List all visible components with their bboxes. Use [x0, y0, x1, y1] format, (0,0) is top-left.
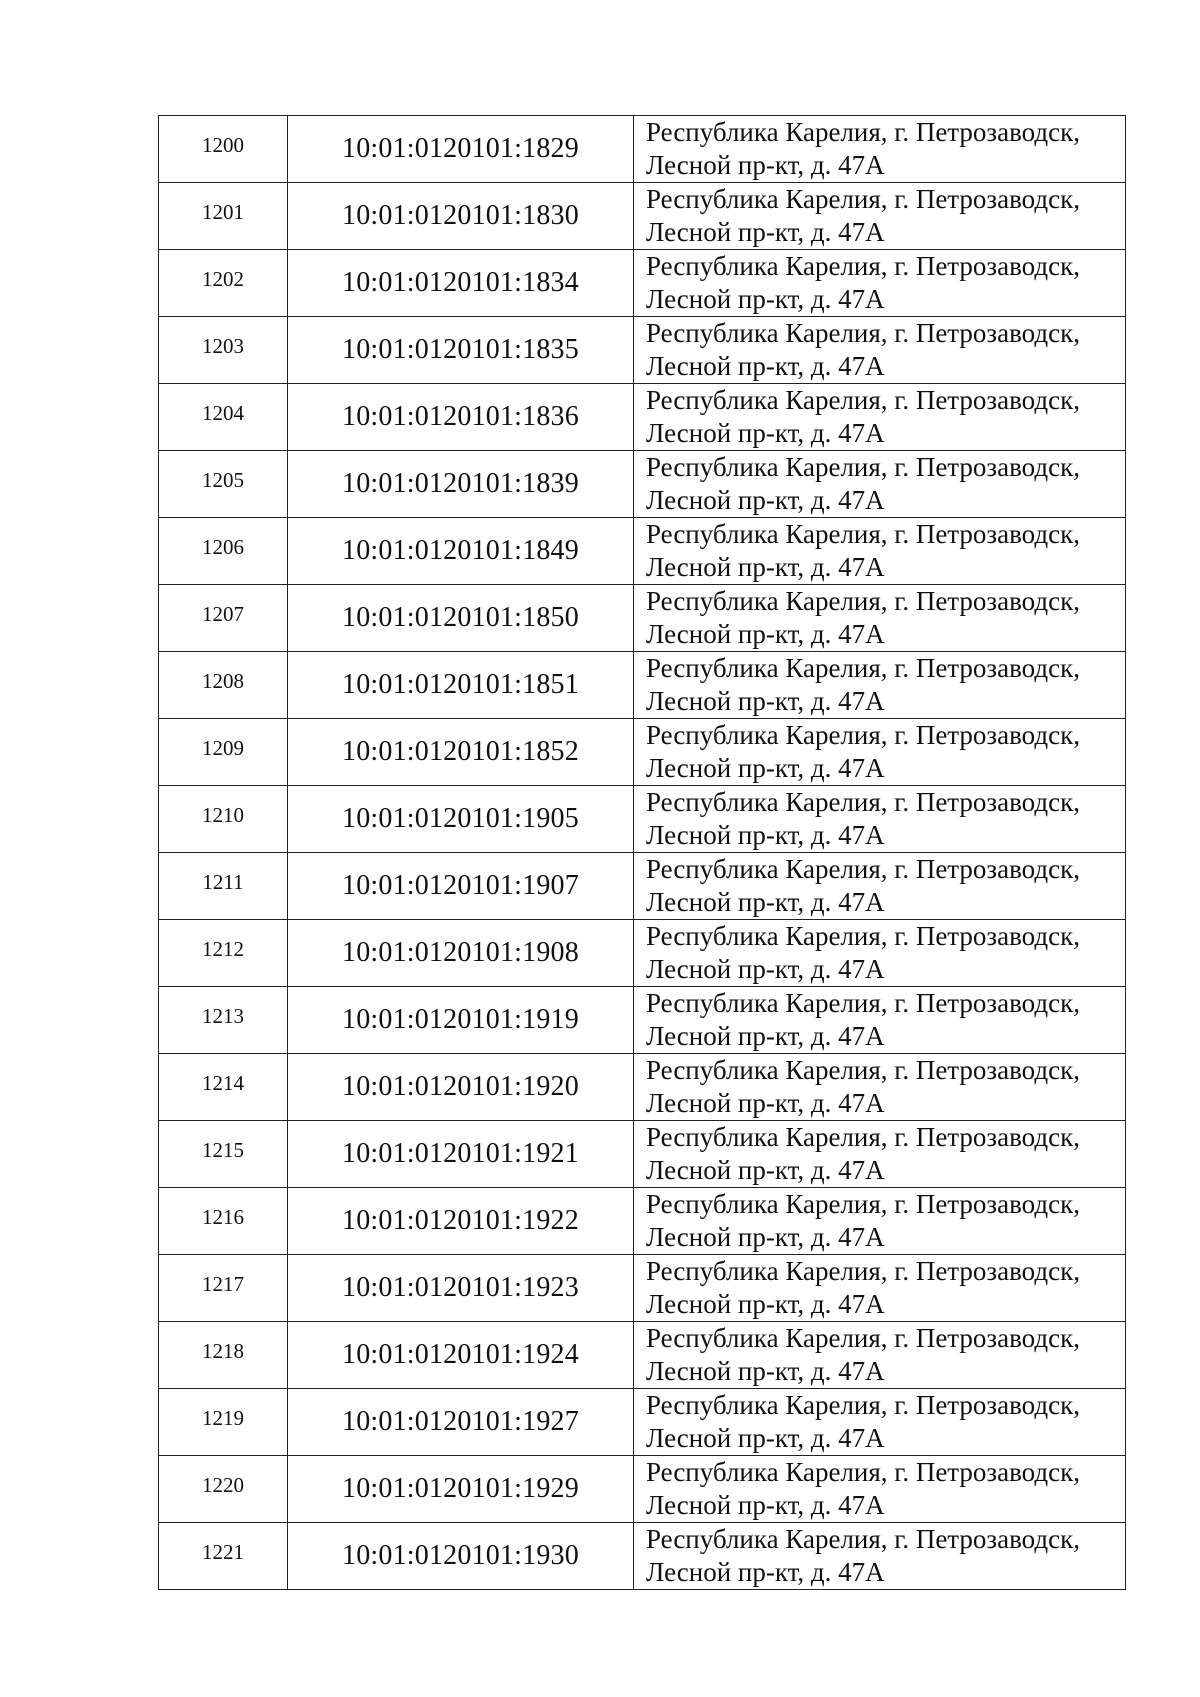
table-row	[159, 518, 1126, 585]
row-number: 1204	[159, 384, 288, 451]
row-number: 1219	[159, 1389, 288, 1456]
cadastral-number: 10:01:0120101:1929	[288, 1456, 634, 1523]
address-cell	[634, 987, 1126, 1054]
cadastral-number: 10:01:0120101:1834	[288, 250, 634, 317]
address-cell	[634, 183, 1126, 250]
table-row	[159, 1054, 1126, 1121]
address-cell	[634, 1255, 1126, 1322]
table-row	[159, 1322, 1126, 1389]
cadastral-number: 10:01:0120101:1849	[288, 518, 634, 585]
row-number: 1217	[159, 1255, 288, 1322]
table-row	[159, 384, 1126, 451]
address-line-2: Лесной пр-кт, д. 47А	[646, 887, 885, 917]
address-line-2: Лесной пр-кт, д. 47А	[646, 1222, 885, 1252]
address-cell	[634, 317, 1126, 384]
table-row	[159, 1523, 1126, 1590]
cadastral-number: 10:01:0120101:1829	[288, 116, 634, 183]
row-number: 1214	[159, 1054, 288, 1121]
address-line-2: Лесной пр-кт, д. 47А	[646, 485, 885, 515]
row-number: 1206	[159, 518, 288, 585]
cadastral-number: 10:01:0120101:1930	[288, 1523, 634, 1590]
address-line-1: Республика Карелия, г. Петрозаводск,	[646, 184, 1080, 214]
address-cell	[634, 1054, 1126, 1121]
address-line-2: Лесной пр-кт, д. 47А	[646, 150, 885, 180]
address-line-1: Республика Карелия, г. Петрозаводск,	[646, 1055, 1080, 1085]
address-line-2: Лесной пр-кт, д. 47А	[646, 1423, 885, 1453]
table-row	[159, 250, 1126, 317]
cadastral-number: 10:01:0120101:1921	[288, 1121, 634, 1188]
table-row	[159, 1389, 1126, 1456]
table-row	[159, 786, 1126, 853]
address-line-2: Лесной пр-кт, д. 47А	[646, 820, 885, 850]
address-line-2: Лесной пр-кт, д. 47А	[646, 1088, 885, 1118]
row-number: 1201	[159, 183, 288, 250]
row-number: 1215	[159, 1121, 288, 1188]
cadastral-number: 10:01:0120101:1850	[288, 585, 634, 652]
table-row	[159, 1456, 1126, 1523]
cadastral-number: 10:01:0120101:1851	[288, 652, 634, 719]
table-row	[159, 317, 1126, 384]
address-line-2: Лесной пр-кт, д. 47А	[646, 418, 885, 448]
cadastral-number: 10:01:0120101:1852	[288, 719, 634, 786]
table-row	[159, 183, 1126, 250]
address-cell	[634, 1121, 1126, 1188]
address-cell	[634, 250, 1126, 317]
address-cell	[634, 1188, 1126, 1255]
address-cell	[634, 1322, 1126, 1389]
address-cell	[634, 1523, 1126, 1590]
address-line-1: Республика Карелия, г. Петрозаводск,	[646, 519, 1080, 549]
address-line-2: Лесной пр-кт, д. 47А	[646, 1155, 885, 1185]
row-number: 1200	[159, 116, 288, 183]
registry-table-body	[159, 116, 1126, 1590]
row-number: 1218	[159, 1322, 288, 1389]
address-line-2: Лесной пр-кт, д. 47А	[646, 753, 885, 783]
row-number: 1216	[159, 1188, 288, 1255]
row-number: 1202	[159, 250, 288, 317]
cadastral-number: 10:01:0120101:1908	[288, 920, 634, 987]
cadastral-number: 10:01:0120101:1907	[288, 853, 634, 920]
row-number: 1221	[159, 1523, 288, 1590]
address-line-1: Республика Карелия, г. Петрозаводск,	[646, 1390, 1080, 1420]
table-row	[159, 451, 1126, 518]
address-line-1: Республика Карелия, г. Петрозаводск,	[646, 653, 1080, 683]
address-cell	[634, 652, 1126, 719]
address-cell	[634, 1389, 1126, 1456]
address-line-2: Лесной пр-кт, д. 47А	[646, 1021, 885, 1051]
cadastral-number: 10:01:0120101:1905	[288, 786, 634, 853]
address-line-1: Республика Карелия, г. Петрозаводск,	[646, 988, 1080, 1018]
address-line-1: Республика Карелия, г. Петрозаводск,	[646, 1323, 1080, 1353]
table-row	[159, 1255, 1126, 1322]
address-line-2: Лесной пр-кт, д. 47А	[646, 1289, 885, 1319]
table-row	[159, 920, 1126, 987]
table-row	[159, 585, 1126, 652]
address-line-1: Республика Карелия, г. Петрозаводск,	[646, 586, 1080, 616]
address-line-1: Республика Карелия, г. Петрозаводск,	[646, 1122, 1080, 1152]
address-line-2: Лесной пр-кт, д. 47А	[646, 1557, 885, 1587]
address-line-1: Республика Карелия, г. Петрозаводск,	[646, 117, 1080, 147]
cadastral-number: 10:01:0120101:1839	[288, 451, 634, 518]
row-number: 1220	[159, 1456, 288, 1523]
address-line-2: Лесной пр-кт, д. 47А	[646, 1490, 885, 1520]
address-line-2: Лесной пр-кт, д. 47А	[646, 619, 885, 649]
address-cell	[634, 719, 1126, 786]
row-number: 1205	[159, 451, 288, 518]
address-line-2: Лесной пр-кт, д. 47А	[646, 1356, 885, 1386]
address-line-1: Республика Карелия, г. Петрозаводск,	[646, 921, 1080, 951]
cadastral-number: 10:01:0120101:1924	[288, 1322, 634, 1389]
address-cell	[634, 853, 1126, 920]
address-cell	[634, 920, 1126, 987]
row-number: 1207	[159, 585, 288, 652]
address-line-1: Республика Карелия, г. Петрозаводск,	[646, 1189, 1080, 1219]
address-line-1: Республика Карелия, г. Петрозаводск,	[646, 1524, 1080, 1554]
address-cell	[634, 1456, 1126, 1523]
address-line-1: Республика Карелия, г. Петрозаводск,	[646, 854, 1080, 884]
address-line-2: Лесной пр-кт, д. 47А	[646, 217, 885, 247]
cadastral-number: 10:01:0120101:1920	[288, 1054, 634, 1121]
address-line-1: Республика Карелия, г. Петрозаводск,	[646, 1256, 1080, 1286]
address-cell	[634, 786, 1126, 853]
address-line-2: Лесной пр-кт, д. 47А	[646, 351, 885, 381]
cadastral-number: 10:01:0120101:1919	[288, 987, 634, 1054]
address-line-1: Республика Карелия, г. Петрозаводск,	[646, 251, 1080, 281]
address-cell	[634, 116, 1126, 183]
row-number: 1213	[159, 987, 288, 1054]
address-cell	[634, 451, 1126, 518]
table-row	[159, 1188, 1126, 1255]
cadastral-registry-table	[158, 115, 1126, 1590]
cadastral-number: 10:01:0120101:1922	[288, 1188, 634, 1255]
address-line-1: Республика Карелия, г. Петрозаводск,	[646, 385, 1080, 415]
row-number: 1212	[159, 920, 288, 987]
cadastral-number: 10:01:0120101:1835	[288, 317, 634, 384]
address-cell	[634, 585, 1126, 652]
address-cell	[634, 518, 1126, 585]
cadastral-number: 10:01:0120101:1923	[288, 1255, 634, 1322]
cadastral-number: 10:01:0120101:1830	[288, 183, 634, 250]
address-cell	[634, 384, 1126, 451]
table-row	[159, 719, 1126, 786]
address-line-1: Республика Карелия, г. Петрозаводск,	[646, 787, 1080, 817]
address-line-1: Республика Карелия, г. Петрозаводск,	[646, 720, 1080, 750]
address-line-2: Лесной пр-кт, д. 47А	[646, 284, 885, 314]
address-line-1: Республика Карелия, г. Петрозаводск,	[646, 318, 1080, 348]
cadastral-number: 10:01:0120101:1927	[288, 1389, 634, 1456]
address-line-1: Республика Карелия, г. Петрозаводск,	[646, 452, 1080, 482]
row-number: 1208	[159, 652, 288, 719]
address-line-2: Лесной пр-кт, д. 47А	[646, 954, 885, 984]
table-row	[159, 987, 1126, 1054]
address-line-2: Лесной пр-кт, д. 47А	[646, 686, 885, 716]
table-row	[159, 853, 1126, 920]
cadastral-number: 10:01:0120101:1836	[288, 384, 634, 451]
address-line-1: Республика Карелия, г. Петрозаводск,	[646, 1457, 1080, 1487]
table-row	[159, 652, 1126, 719]
table-row	[159, 116, 1126, 183]
row-number: 1211	[159, 853, 288, 920]
address-line-2: Лесной пр-кт, д. 47А	[646, 552, 885, 582]
row-number: 1203	[159, 317, 288, 384]
table-row	[159, 1121, 1126, 1188]
row-number: 1209	[159, 719, 288, 786]
row-number: 1210	[159, 786, 288, 853]
